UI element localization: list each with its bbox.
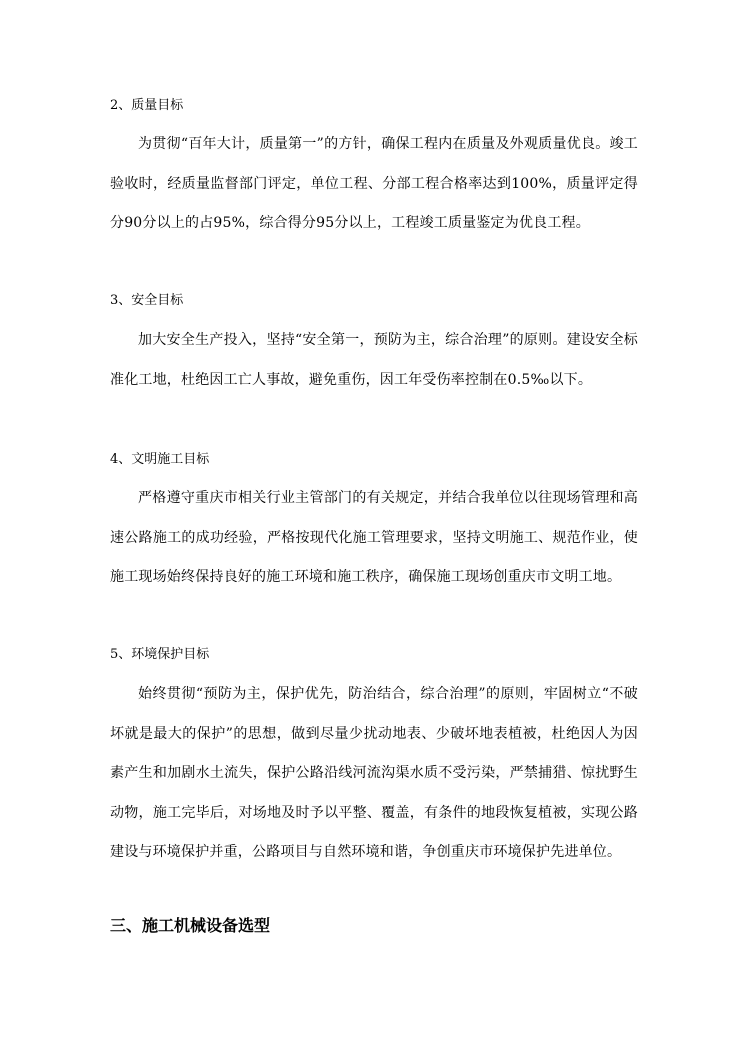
paragraph-environmental-protection-goal: 始终贯彻“预防为主，保护优先，防治结合，综合治理”的原则，牢固树立“不破坏就是最大的保护”的思想，做到尽量少扰动地表、少破坏地表植被，杜绝因人为因素产生和加剧水土流失，保护公路沿线河流沟渠水质不受污染，严禁捕猎、惊扰野生动物，施工完毕后，对场地及时予以平整、覆盖，有条件的地段恢复植被，实现公路建设与环境保护并重，公路项目与自然环境和谐，争创重庆市环境保护先进单位。	[110, 686, 638, 860]
heading-civilized-construction-goal: 4、文明施工目标	[110, 452, 210, 467]
paragraph-quality-goal: 为贯彻“百年大计，质量第一”的方针，确保工程内在质量及外观质量优良。竣工验收时，经质量监督部门评定，单位工程、分部工程合格率达到100%，质量评定得分90分以上的占95%，综合得分95分以上，工程竣工质量鉴定为优良工程。	[110, 136, 638, 231]
heading-safety-goal: 3、安全目标	[110, 293, 184, 308]
chapter-title-machinery-selection: 三、施工机械设备选型	[110, 916, 271, 935]
heading-environmental-protection-goal: 5、环境保护目标	[110, 647, 210, 662]
paragraph-civilized-construction-goal: 严格遵守重庆市相关行业主管部门的有关规定，并结合我单位以往现场管理和高速公路施工的成功经验，严格按现代化施工管理要求，坚持文明施工、规范作业，使施工现场始终保持良好的施工环境和施工秩序，确保施工现场创重庆市文明工地。	[110, 490, 638, 585]
paragraph-safety-goal: 加大安全生产投入，坚持“安全第一，预防为主，综合治理”的原则。建设安全标准化工地，杜绝因工亡人事故，避免重伤，因工年受伤率控制在0.5‰以下。	[110, 332, 638, 388]
heading-quality-goal: 2、质量目标	[110, 98, 184, 113]
